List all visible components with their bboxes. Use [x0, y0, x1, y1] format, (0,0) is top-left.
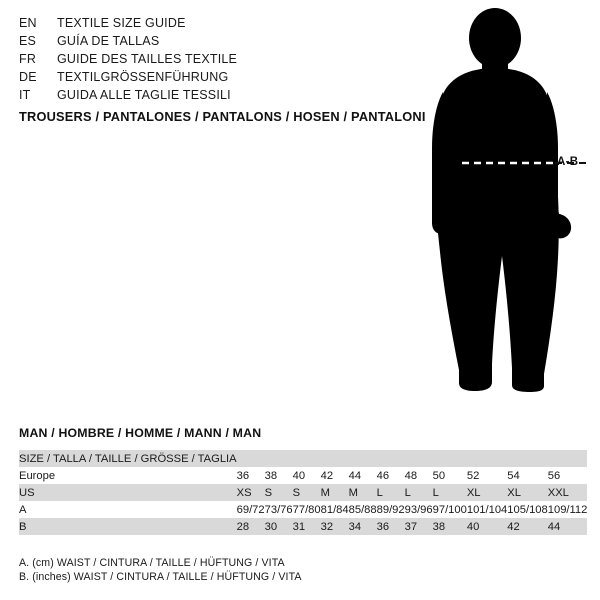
measure-label-ab: A-B [557, 156, 579, 168]
cell: 36 [377, 518, 405, 535]
cell: 46 [377, 467, 405, 484]
table-row [19, 501, 587, 518]
cell: 97/100 [433, 501, 467, 518]
cell: L [433, 484, 467, 501]
cell: 54 [507, 467, 547, 484]
row-label: Europe [19, 467, 237, 484]
cell: S [293, 484, 321, 501]
language-text: TEXTILE SIZE GUIDE [57, 16, 186, 30]
language-row [19, 50, 349, 68]
language-code: ES [19, 34, 37, 48]
cell: 28 [237, 518, 265, 535]
cell: 40 [293, 467, 321, 484]
cell: 36 [237, 467, 265, 484]
cell: L [377, 484, 405, 501]
cell: 93/96 [405, 501, 433, 518]
cell [349, 450, 377, 467]
cell: 85/88 [349, 501, 377, 518]
row-label: B [19, 518, 237, 535]
cell: M [321, 484, 349, 501]
category-title: TROUSERS / PANTALONES / PANTALONS / HOSEN / PANTALONI [19, 109, 426, 124]
language-text: GUIDE DES TAILLES TEXTILE [57, 52, 238, 66]
footnotes [19, 556, 302, 584]
cell [265, 450, 293, 467]
cell: 52 [467, 467, 507, 484]
cell [507, 450, 547, 467]
table-row [19, 450, 587, 467]
cell [467, 450, 507, 467]
cell: 105/108 [507, 501, 547, 518]
cell: M [349, 484, 377, 501]
cell: 44 [349, 467, 377, 484]
language-row [19, 32, 349, 50]
table-title: MAN / HOMBRE / HOMME / MANN / MAN [19, 426, 262, 440]
cell: 34 [349, 518, 377, 535]
cell: 89/92 [377, 501, 405, 518]
cell: 38 [265, 467, 293, 484]
cell [548, 450, 588, 467]
footnote-a: A. (cm) WAIST / CINTURA / TAILLE / HÜFTUNG / VITA [19, 557, 285, 569]
cell: 40 [467, 518, 507, 535]
cell: 73/76 [265, 501, 293, 518]
cell: 50 [433, 467, 467, 484]
cell: 30 [265, 518, 293, 535]
cell: XXL [548, 484, 588, 501]
cell: 56 [548, 467, 588, 484]
cell [433, 450, 467, 467]
language-row [19, 86, 349, 104]
cell: 101/104 [467, 501, 507, 518]
cell: L [405, 484, 433, 501]
cell [237, 450, 265, 467]
row-label: A [19, 501, 237, 518]
language-code: FR [19, 52, 37, 66]
cell: 32 [321, 518, 349, 535]
cell: S [265, 484, 293, 501]
size-table [19, 450, 587, 535]
cell: XS [237, 484, 265, 501]
language-code: IT [19, 88, 31, 102]
cell: 81/84 [321, 501, 349, 518]
cell: 48 [405, 467, 433, 484]
cell: XL [507, 484, 547, 501]
row-label: SIZE / TALLA / TAILLE / GRÖSSE / TAGLIA [19, 450, 237, 467]
cell: XL [467, 484, 507, 501]
cell: 77/80 [293, 501, 321, 518]
cell: 109/112 [548, 501, 588, 518]
cell: 37 [405, 518, 433, 535]
cell [377, 450, 405, 467]
language-list [19, 14, 349, 104]
language-text: GUIDA ALLE TAGLIE TESSILI [57, 88, 231, 102]
cell: 42 [321, 467, 349, 484]
cell [321, 450, 349, 467]
table-row [19, 518, 587, 535]
language-text: GUÍA DE TALLAS [57, 34, 160, 48]
language-code: DE [19, 70, 37, 84]
cell: 31 [293, 518, 321, 535]
footnote-b: B. (inches) WAIST / CINTURA / TAILLE / HÜFTUNG / VITA [19, 571, 302, 583]
language-row [19, 68, 349, 86]
language-text: TEXTILGRÖSSENFÜHRUNG [57, 70, 229, 84]
cell: 69/72 [237, 501, 265, 518]
cell: 44 [548, 518, 588, 535]
language-code: EN [19, 16, 37, 30]
language-row [19, 14, 349, 32]
cell: 38 [433, 518, 467, 535]
cell [293, 450, 321, 467]
table-row [19, 484, 587, 501]
table-row [19, 467, 587, 484]
trousers-silhouette-figure [410, 8, 600, 408]
cell [405, 450, 433, 467]
row-label: US [19, 484, 237, 501]
cell: 42 [507, 518, 547, 535]
